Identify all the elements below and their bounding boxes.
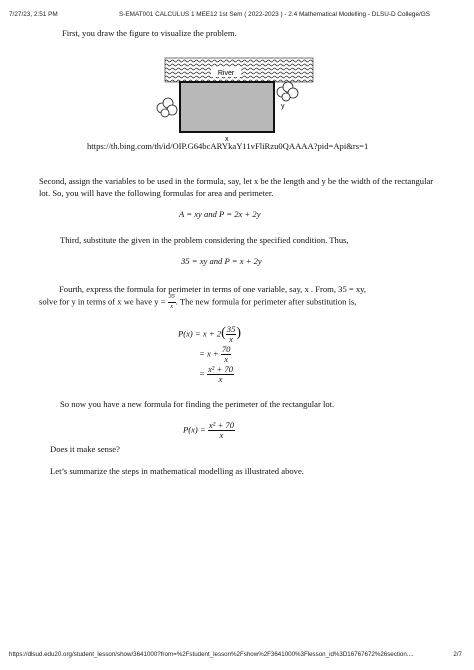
area-perimeter-formula: A = xy and P = 2x + 2y (179, 209, 261, 219)
page-header (0, 0, 474, 22)
derivation-line-3 (199, 365, 234, 384)
final-denominator: x (219, 430, 224, 440)
solve-for-y-line (39, 293, 356, 312)
derivation-line-1-fraction (226, 325, 237, 344)
step-four-text: Fourth, express the formula for perimeter in terms of one variable, say, x . From, 35 = xy, (59, 284, 367, 294)
derivation-line-1 (178, 325, 241, 344)
y-fraction (168, 293, 176, 312)
tree-right-icon (277, 82, 298, 101)
d3-numerator: x² + 70 (207, 364, 234, 374)
x-label: x (225, 136, 229, 143)
question-text: Does it make sense? (50, 444, 120, 454)
derivation-line-1-text: P(x) = x + 2 (178, 328, 222, 339)
image-source-link[interactable]: https://th.bing.com/th/id/OIP.G64bcARYkaY11vFliRzu0QAAAA?pid=Api&rs=1 (87, 141, 369, 151)
open-paren: ( (221, 325, 226, 341)
page-number: 2/7 (453, 651, 462, 658)
derivation-line-3-text: = (199, 368, 205, 379)
close-paren: ) (236, 325, 242, 341)
d2-numerator: 70 (221, 344, 231, 354)
d3-denominator: x (218, 374, 223, 384)
d1-numerator: 35 (226, 324, 236, 334)
solve-for-y-text: solve for y in terms of x we have y = (39, 296, 168, 307)
final-numerator: x² + 70 (208, 420, 234, 430)
derivation-line-2-fraction (221, 345, 232, 364)
y-fraction-denominator: x (170, 304, 174, 310)
page-footer (0, 651, 474, 665)
d1-denominator: x (229, 334, 233, 344)
new-formula-intro: So now you have a new formula for finding the perimeter of the rectangular lot. (60, 399, 335, 409)
new-formula-text: . The new formula for perimeter after substitution is, (175, 296, 357, 307)
river-label: River (217, 70, 235, 77)
final-perimeter-formula (183, 421, 235, 440)
intro-text: First, you draw the figure to visualize the problem. (62, 28, 237, 38)
final-formula-fraction (208, 421, 235, 440)
y-fraction-numerator: 35 (168, 293, 176, 303)
derivation-line-2 (199, 345, 231, 364)
derivation-line-2-text: = x + (199, 348, 221, 359)
footer-url[interactable]: https://dlsud.edu20.org/student_lesson/show/3641000?from=%2Fstudent_lesson%2Fshow%2F3641000%3Flesson_id%3D16767672%26section.... (9, 651, 414, 658)
substituted-formula: 35 = xy and P = x + 2y (181, 256, 262, 266)
derivation-line-3-fraction (207, 365, 234, 384)
rectangular-lot (180, 82, 274, 132)
step-two-text: Second, assign the variables to be used in the formula, say, let x be the length and y be the width of the rectangular lot. So, you will have the following formulas for area and perimeter. (39, 176, 434, 198)
print-datetime: 7/27/23, 2:51 PM (9, 11, 58, 18)
summary-text: Let’s summarize the steps in mathematical modelling as illustrated above. (50, 466, 304, 476)
y-label: y (281, 103, 285, 110)
d2-denominator: x (224, 354, 229, 364)
tree-left-icon (157, 98, 177, 117)
step-three-text: Third, substitute the given in the problem considering the specified condition. Thus, (60, 235, 349, 245)
final-formula-text: P(x) = (183, 424, 206, 435)
page-title: S-EMAT001 CALCULUS 1 MEE12 1st Sem ( 2022-2023 ) - 2.4 Mathematical Modelling - DLSU-D College/GS (119, 11, 431, 18)
river-lot-diagram (153, 55, 323, 145)
